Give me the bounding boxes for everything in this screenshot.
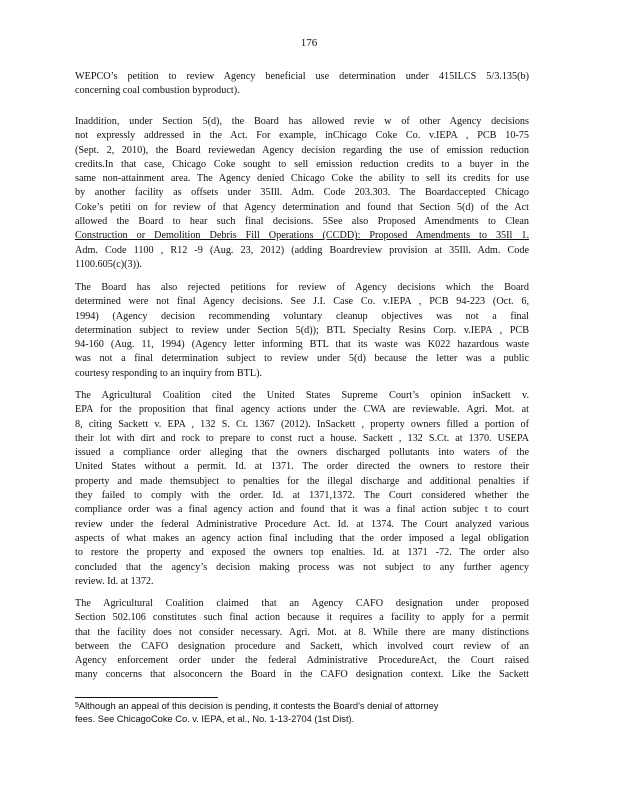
text-line: not expressly addressed in the Act. For example, inChicago Coke Co. v.IEPA , PCB 10-75 bbox=[75, 130, 529, 142]
text-line: allowed the Board to hear such final decisions. 5See also Proposed Amendments to Clean bbox=[75, 216, 529, 228]
text-line: compliance order was a final agency action and found that it was a final action subjec t to court bbox=[75, 504, 529, 516]
text-line: many concerns that alsoconcern the Board in the CAFO designation context. Like the Sackett bbox=[75, 669, 529, 681]
footnote-divider bbox=[75, 697, 218, 698]
text-line: by another facility as offsets under 35Ill. Adm. Code 203.303. The Boardaccepted Chicago bbox=[75, 187, 529, 199]
text-line: Agency enforcement order under the federal Administrative ProcedureAct, the Court raised bbox=[75, 655, 529, 667]
text-line: issued a compliance order alleging that the owners discharged pollutants into waters of the bbox=[75, 447, 529, 459]
text-line: property and made themsubject to penalties for the illegal discharge and additional penalties if bbox=[75, 475, 529, 487]
text-line: to restore the property and exposed the owners top enalties. Id. at 1371 -72. The order also bbox=[75, 547, 529, 559]
text-line: Adm. Code 1100 , R12 -9 (Aug. 23, 2012) (adding Boardreview provision at 35Ill. Adm. Code bbox=[75, 244, 529, 256]
text-line: review under the federal Administrative Procedure Act. Id. at 1374. The Court analyzed various bbox=[75, 518, 529, 530]
text-line: United States without a permit. Id. at 1371. The order directed the owners to restore their bbox=[75, 461, 529, 473]
text-line: courtesy responding to an inquiry from BTL). bbox=[75, 367, 263, 379]
text-line: 8, citing Sackett v. EPA , 132 S. Ct. 1367 (2012). InSackett , property owners filled a portion of bbox=[75, 418, 529, 430]
text-line: WEPCO’s petition to review Agency beneficial use determination under 415ILCS 5/3.135(b) bbox=[75, 71, 529, 82]
text-line: review. Id. at 1372. bbox=[75, 575, 154, 587]
text-line: they failed to comply with the order. Id. at 1371,1372. The Court considered whether the bbox=[75, 490, 529, 502]
text-line: Section 502.106 constitutes such final action because it requires a facility to apply for a permit bbox=[75, 612, 529, 624]
footnote-line bbox=[75, 700, 529, 713]
text-line: concluded that the agency’s decision making process was not subject to any further agency bbox=[75, 561, 529, 573]
text-line: (Sept. 2, 2010), the Board reviewedan Agency decision regarding the use of emission reduction bbox=[75, 144, 529, 156]
text-line: determination subject to review under Section 5(d)); BTL Specialty Resins Corp. v.IEPA , PCB bbox=[75, 324, 529, 336]
text-line: determined were not final Agency decisions. See J.I. Case Co. v.IEPA , PCB 94-223 (Oct. 6, bbox=[75, 296, 529, 308]
text-line: 1100.605(c)(3)). bbox=[75, 258, 142, 270]
footnote-line: fees. See ChicagoCoke Co. v. IEPA, et al., No. 1-13-2704 (1st Dist). bbox=[75, 713, 355, 724]
text-line: 94-160 (Aug. 11, 1994) (Agency letter informing BTL that its waste was K022 hazardous waste bbox=[75, 339, 529, 351]
text-line: Inaddition, under Section 5(d), the Board has allowed revie w of other Agency decisions bbox=[75, 116, 529, 127]
text-line: that the facility does not consider necessary. Agri. Mot. at 8. While there are many distinctions bbox=[75, 626, 529, 638]
text-line: between the CAFO designation procedure and Sackett, which involved court review of an bbox=[75, 640, 529, 652]
text-line: The Agricultural Coalition cited the United States Supreme Court’s opinion inSackett v. bbox=[75, 390, 529, 401]
footnote-marker: 5 bbox=[75, 702, 79, 709]
text-line: The Board has also rejected petitions for review of Agency decisions which the Board bbox=[75, 282, 529, 293]
text-line: was not a final determination subject to review under 5(d) because the letter was a public bbox=[75, 353, 529, 365]
text-line: 1994) (Agency decision recommending voluntary cleanup objectives was not a final bbox=[75, 310, 529, 322]
footnote bbox=[75, 700, 529, 725]
text-line: Construction or Demolition Debris Fill Operations (CCDD): Proposed Amendments to 35Il 1. bbox=[75, 230, 529, 242]
paragraph-3 bbox=[75, 281, 529, 381]
text-line: same non-attainment area. The Agency denied Chicago Coke the ability to sell its credits for use bbox=[75, 173, 529, 185]
text-line: their lot with dirt and rock to prepare to const ruct a house. Sackett , 132 S.Ct. at 1370. USEPA bbox=[75, 432, 529, 444]
page-number: 176 bbox=[300, 37, 318, 49]
paragraph-5 bbox=[75, 597, 529, 683]
text-line: EPA for the proposition that final agency actions under the CWA are reviewable. Agri. Mot. at bbox=[75, 404, 529, 416]
text-line: Coke’s petiti on for review of that Agency determination and found that Section 5(d) of the Act bbox=[75, 201, 529, 213]
text-line: The Agricultural Coalition claimed that an Agency CAFO designation under proposed bbox=[75, 598, 529, 609]
text-line: aspects of what makes an agency action final including that the order imposed a legal obligation bbox=[75, 532, 529, 544]
footnote-text: Although an appeal of this decision is pending, it contests the Board’s denial of attorney bbox=[78, 701, 439, 711]
text-line: concerning coal combustion byproduct). bbox=[75, 85, 240, 97]
text-line: credits.In that case, Chicago Coke sought to sell emission reduction credits to a buyer in the bbox=[75, 158, 529, 170]
paragraph-4 bbox=[75, 389, 529, 589]
paragraph-1 bbox=[75, 70, 529, 99]
paragraph-2 bbox=[75, 115, 529, 272]
